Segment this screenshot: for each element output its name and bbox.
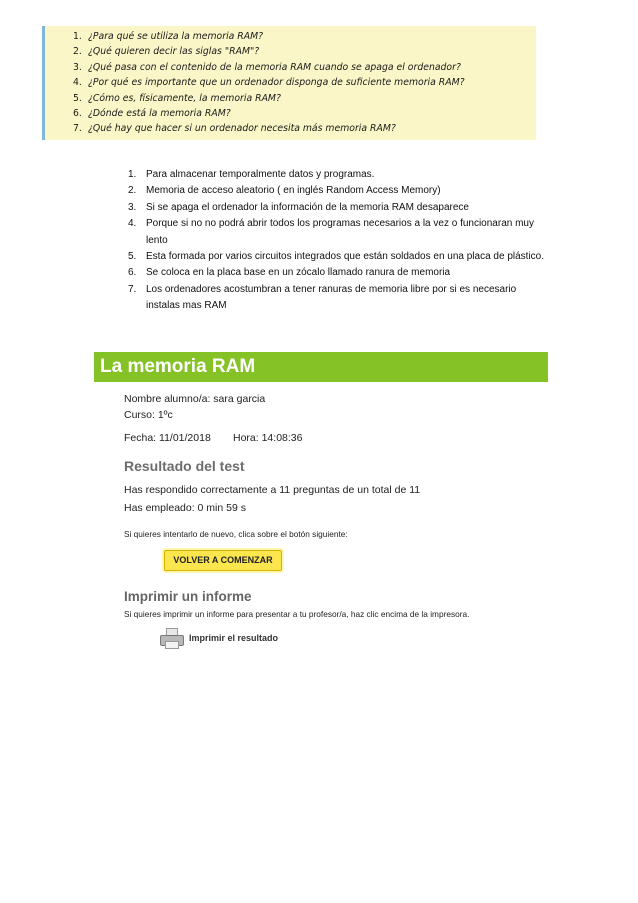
restart-button[interactable]: VOLVER A COMENZAR bbox=[164, 550, 282, 571]
answer-number: 4. bbox=[128, 218, 137, 230]
questions-box bbox=[42, 26, 536, 140]
answer-number: 5. bbox=[128, 251, 137, 263]
question-text: ¿Cómo es, físicamente, la memoria RAM? bbox=[87, 92, 281, 104]
print-label[interactable]: Imprimir el resultado bbox=[189, 633, 279, 643]
answer-item bbox=[128, 265, 548, 281]
course-label: Curso: 1ºc bbox=[124, 409, 173, 421]
score-text: Has respondido correctamente a 11 preguntas de un total de 11 bbox=[124, 484, 421, 496]
answer-text: Memoria de acceso aleatorio ( en inglés Random Access Memory) bbox=[146, 185, 441, 197]
print-section-title: Imprimir un informe bbox=[124, 589, 252, 604]
result-banner-title: La memoria RAM bbox=[94, 352, 548, 382]
answer-item bbox=[128, 216, 548, 249]
student-name: Nombre alumno/a: sara garcia bbox=[124, 393, 266, 405]
questions-list bbox=[73, 29, 536, 137]
question-item bbox=[73, 106, 536, 121]
answer-item bbox=[128, 167, 548, 183]
answer-text: Se coloca en la placa base en un zócalo llamado ranura de memoria bbox=[146, 267, 451, 279]
question-number: 3. bbox=[73, 61, 82, 73]
question-item bbox=[73, 91, 536, 106]
print-result-link[interactable] bbox=[160, 628, 278, 648]
question-item bbox=[73, 121, 536, 136]
question-number: 1. bbox=[73, 31, 82, 42]
answer-text: Los ordenadores acostumbran a tener ranuras de memoria libre por si es necesario instalas mas RAM bbox=[146, 283, 517, 312]
question-item bbox=[73, 60, 536, 75]
question-number: 4. bbox=[73, 77, 82, 89]
question-text: ¿Para qué se utiliza la memoria RAM? bbox=[87, 31, 264, 42]
answer-item bbox=[128, 183, 548, 199]
question-item bbox=[73, 75, 536, 90]
question-text: ¿Qué quieren decir las siglas "RAM"? bbox=[87, 46, 260, 58]
answer-text: Esta formada por varios circuitos integrados que están soldados en una placa de plástico. bbox=[146, 251, 545, 263]
answer-item bbox=[128, 282, 548, 315]
answer-text: Si se apaga el ordenador la información de la memoria RAM desaparece bbox=[146, 201, 469, 213]
question-number: 2. bbox=[73, 46, 82, 58]
answer-number: 6. bbox=[128, 267, 137, 279]
time-label: Hora: 14:08:36 bbox=[233, 432, 303, 444]
question-text: ¿Dónde está la memoria RAM? bbox=[87, 108, 231, 120]
test-result-panel bbox=[94, 352, 548, 642]
question-item bbox=[73, 29, 536, 44]
question-text: ¿Por qué es importante que un ordenador disponga de suficiente memoria RAM? bbox=[87, 77, 465, 89]
answer-number: 7. bbox=[128, 283, 137, 295]
retry-hint: Si quieres intentarlo de nuevo, clica sobre el botón siguiente: bbox=[124, 529, 348, 539]
result-section-title: Resultado del test bbox=[124, 458, 245, 474]
question-text: ¿Qué hay que hacer si un ordenador necesita más memoria RAM? bbox=[87, 123, 396, 135]
answer-number: 1. bbox=[128, 169, 137, 180]
printer-icon[interactable] bbox=[160, 628, 182, 648]
question-number: 7. bbox=[73, 123, 82, 135]
time-used: Has empleado: 0 min 59 s bbox=[124, 502, 246, 514]
question-number: 5. bbox=[73, 92, 82, 104]
answer-number: 2. bbox=[128, 185, 137, 197]
question-text: ¿Qué pasa con el contenido de la memoria RAM cuando se apaga el ordenador? bbox=[87, 61, 461, 73]
answer-text: Porque si no no podrá abrir todos los programas necesarios a la vez o funcionaran muy lento bbox=[146, 218, 534, 246]
question-number: 6. bbox=[73, 108, 82, 120]
answer-text: Para almacenar temporalmente datos y programas. bbox=[146, 169, 375, 180]
answer-item bbox=[128, 249, 548, 265]
answer-item bbox=[128, 200, 548, 216]
question-item bbox=[73, 44, 536, 59]
print-hint: Si quieres imprimir un informe para presentar a tu profesor/a, haz clic encima de la impresora. bbox=[124, 609, 470, 619]
date-label: Fecha: 11/01/2018 bbox=[124, 432, 211, 444]
answer-number: 3. bbox=[128, 201, 137, 213]
answers-list bbox=[128, 167, 548, 315]
